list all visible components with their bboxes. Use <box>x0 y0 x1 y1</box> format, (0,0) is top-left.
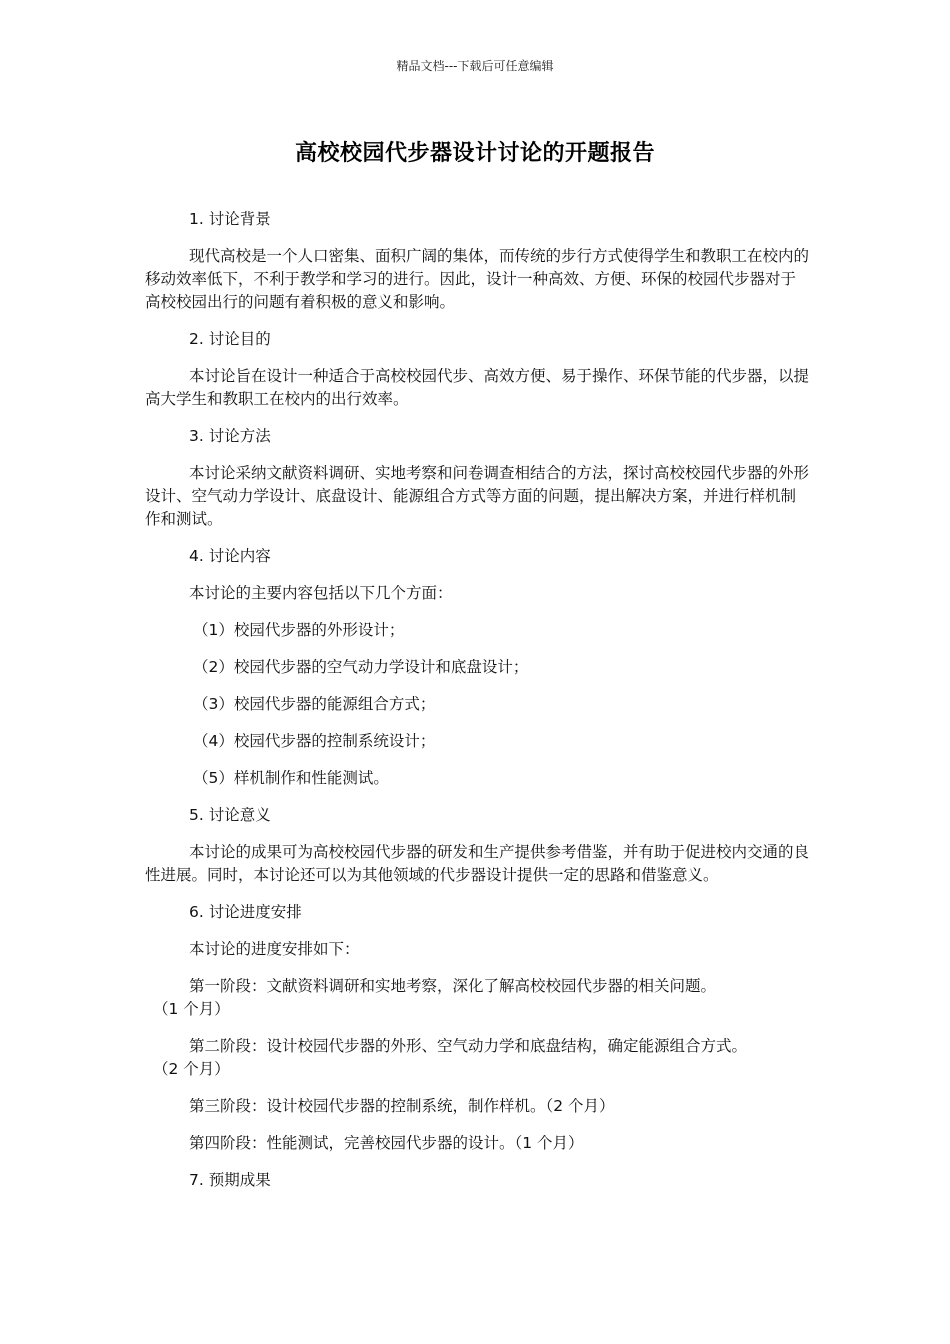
paragraph-schedule-intro: 本讨论的进度安排如下： <box>189 940 360 958</box>
stage-duration: （2 个月） <box>153 1060 230 1078</box>
list-item: （5）样机制作和性能测试。 <box>193 769 389 787</box>
paragraph-method: 本讨论采纳文献资料调研、实地考察和问卷调查相结合的方法，探讨高校校园代步器的外形设计、空气动力学设计、底盘设计、能源组合方式等方面的问题，提出解决方案，并进行样机制作和测试。 <box>145 464 810 528</box>
section-heading-purpose: 2. 讨论目的 <box>189 330 271 348</box>
section-heading-schedule: 6. 讨论进度安排 <box>189 903 302 921</box>
section-heading-significance: 5. 讨论意义 <box>189 806 271 824</box>
paragraph-purpose: 本讨论旨在设计一种适合于高校校园代步、高效方便、易于操作、环保节能的代步器，以提高大学生和教职工在校内的出行效率。 <box>145 367 810 408</box>
list-item: （2）校园代步器的空气动力学设计和底盘设计； <box>193 658 529 676</box>
schedule-stage-1 <box>145 975 810 1021</box>
list-item: （4）校园代步器的控制系统设计； <box>193 732 436 750</box>
section-heading-outcomes: 7. 预期成果 <box>189 1171 271 1189</box>
schedule-stage-2 <box>145 1035 810 1081</box>
stage-text: 第二阶段：设计校园代步器的外形、空气动力学和底盘结构，确定能源组合方式。 <box>189 1037 748 1055</box>
header-note: 精品文档---下载后可任意编辑 <box>396 59 554 73</box>
list-item: （1）校园代步器的外形设计； <box>193 621 405 639</box>
schedule-stage-4: 第四阶段：性能测试，完善校园代步器的设计。（1 个月） <box>189 1134 584 1152</box>
section-heading-method: 3. 讨论方法 <box>189 427 271 445</box>
stage-text: 第一阶段：文献资料调研和实地考察，深化了解高校校园代步器的相关问题。 <box>189 977 717 995</box>
stage-duration: （1 个月） <box>153 1000 230 1018</box>
schedule-stage-3: 第三阶段：设计校园代步器的控制系统，制作样机。（2 个月） <box>189 1097 615 1115</box>
section-heading-background: 1. 讨论背景 <box>189 210 271 228</box>
paragraph-significance: 本讨论的成果可为高校校园代步器的研发和生产提供参考借鉴，并有助于促进校内交通的良性进展。同时，本讨论还可以为其他领域的代步器设计提供一定的思路和借鉴意义。 <box>145 843 810 884</box>
list-item: （3）校园代步器的能源组合方式； <box>193 695 436 713</box>
document-body <box>145 208 810 1206</box>
paragraph-content-intro: 本讨论的主要内容包括以下几个方面： <box>189 584 453 602</box>
section-heading-content: 4. 讨论内容 <box>189 547 271 565</box>
paragraph-background: 现代高校是一个人口密集、面积广阔的集体，而传统的步行方式使得学生和教职工在校内的移动效率低下，不利于教学和学习的进行。因此，设计一种高效、方便、环保的校园代步器对于高校校园出行的问题有着积极的意义和影响。 <box>145 247 810 311</box>
document-title: 高校校园代步器设计讨论的开题报告 <box>294 141 655 166</box>
